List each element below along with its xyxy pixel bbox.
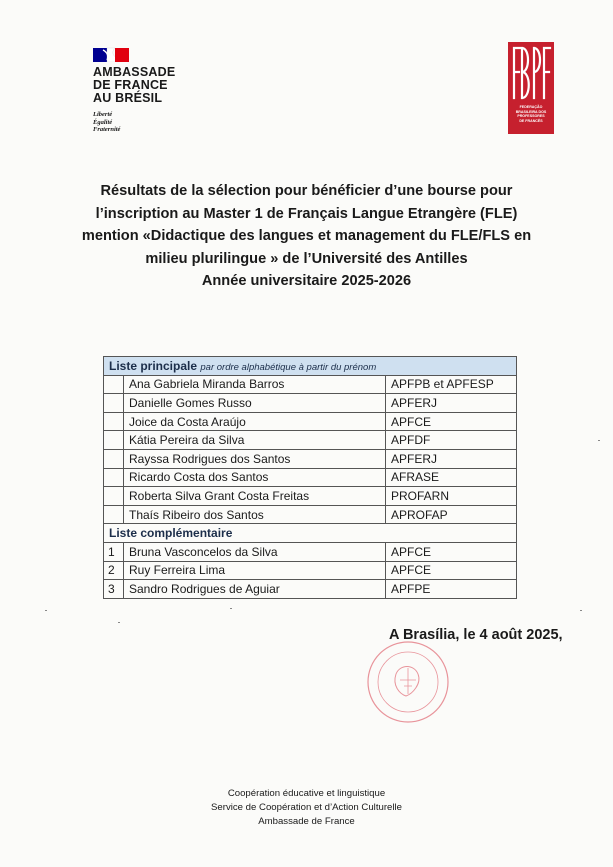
candidate-name-cell: Bruna Vasconcelos da Silva (124, 542, 386, 561)
row-number-cell (104, 431, 124, 450)
table-row (104, 561, 517, 580)
row-number-cell (104, 412, 124, 431)
scan-speck (598, 440, 600, 441)
row-number-cell: 3 (104, 580, 124, 599)
association-cell: APFCE (386, 412, 517, 431)
scan-speck (230, 608, 232, 609)
table-row (104, 394, 517, 413)
table-row (104, 412, 517, 431)
row-number-cell (104, 487, 124, 506)
candidate-name-cell: Danielle Gomes Russo (124, 394, 386, 413)
candidate-name-cell: Kátia Pereira da Silva (124, 431, 386, 450)
table-row (104, 449, 517, 468)
fbpf-full-name: FEDERAÇÃO BRASILEIRA DOS PROFESSORES DE FRANCÊS (515, 105, 547, 123)
main-list-note: par ordre alphabétique à partir du prénom (200, 361, 377, 373)
association-cell: APFERJ (386, 449, 517, 468)
association-cell: APFCE (386, 561, 517, 580)
comp-list-header-cell (104, 524, 517, 543)
row-number-cell: 2 (104, 561, 124, 580)
association-cell: APFCE (386, 542, 517, 561)
association-cell: APFPE (386, 580, 517, 599)
association-cell: AFRASE (386, 468, 517, 487)
table-row (104, 505, 517, 524)
document-title: Résultats de la sélection pour bénéficier d’une bourse pour l’inscription au Master 1 de Français Langue Etrangère (FLE) mention «Didactique des langues et management du FLE/FLS en milieu plurilingue » de l’Université des Antilles Année universitaire 2025-2026 (81, 183, 532, 290)
table-row (104, 487, 517, 506)
row-number-cell (104, 505, 124, 524)
row-number-cell: 1 (104, 542, 124, 561)
table-row (104, 431, 517, 450)
comp-list-header-row (104, 524, 517, 543)
table-row (104, 468, 517, 487)
marianne-flag-icon (93, 46, 129, 62)
scan-speck (118, 622, 120, 623)
candidate-name-cell: Sandro Rodrigues de Aguiar (124, 580, 386, 599)
candidate-name-cell: Joice da Costa Araújo (124, 412, 386, 431)
scan-speck (45, 610, 47, 611)
row-number-cell (104, 449, 124, 468)
candidate-name-cell: Ana Gabriela Miranda Barros (124, 375, 386, 394)
association-cell: APFDF (386, 431, 517, 450)
candidate-name-cell: Rayssa Rodrigues dos Santos (124, 449, 386, 468)
main-list-label: Liste principale (109, 358, 198, 373)
table-row (104, 375, 517, 394)
footer-service-block: Coopération éducative et linguistique Service de Coopération et d’Action Culturelle Ambassade de France (211, 788, 402, 827)
candidate-name-cell: Roberta Silva Grant Costa Freitas (124, 487, 386, 506)
candidate-name-cell: Ruy Ferreira Lima (124, 561, 386, 580)
association-cell: APFERJ (386, 394, 517, 413)
republic-motto: Liberté Égalité Fraternité (93, 111, 121, 133)
fbpf-logo (508, 42, 554, 134)
row-number-cell (104, 375, 124, 394)
date-line: A Brasília, le 4 août 2025, (389, 627, 563, 643)
candidate-name-cell: Thaís Ribeiro dos Santos (124, 505, 386, 524)
embassy-stamp-icon (348, 624, 468, 724)
fbpf-monogram-icon (510, 44, 552, 102)
scan-speck (580, 610, 582, 611)
embassy-name: AMBASSADE DE FRANCE AU BRÉSIL (93, 65, 176, 105)
row-number-cell (104, 468, 124, 487)
comp-list-label: Liste complémentaire (109, 526, 233, 541)
row-number-cell (104, 394, 124, 413)
main-list-header-row (104, 357, 517, 376)
association-cell: APFPB et APFESP (386, 375, 517, 394)
candidate-name-cell: Ricardo Costa dos Santos (124, 468, 386, 487)
association-cell: APROFAP (386, 505, 517, 524)
table-row (104, 542, 517, 561)
association-cell: PROFARN (386, 487, 517, 506)
table-row (104, 580, 517, 599)
results-table (103, 356, 517, 599)
